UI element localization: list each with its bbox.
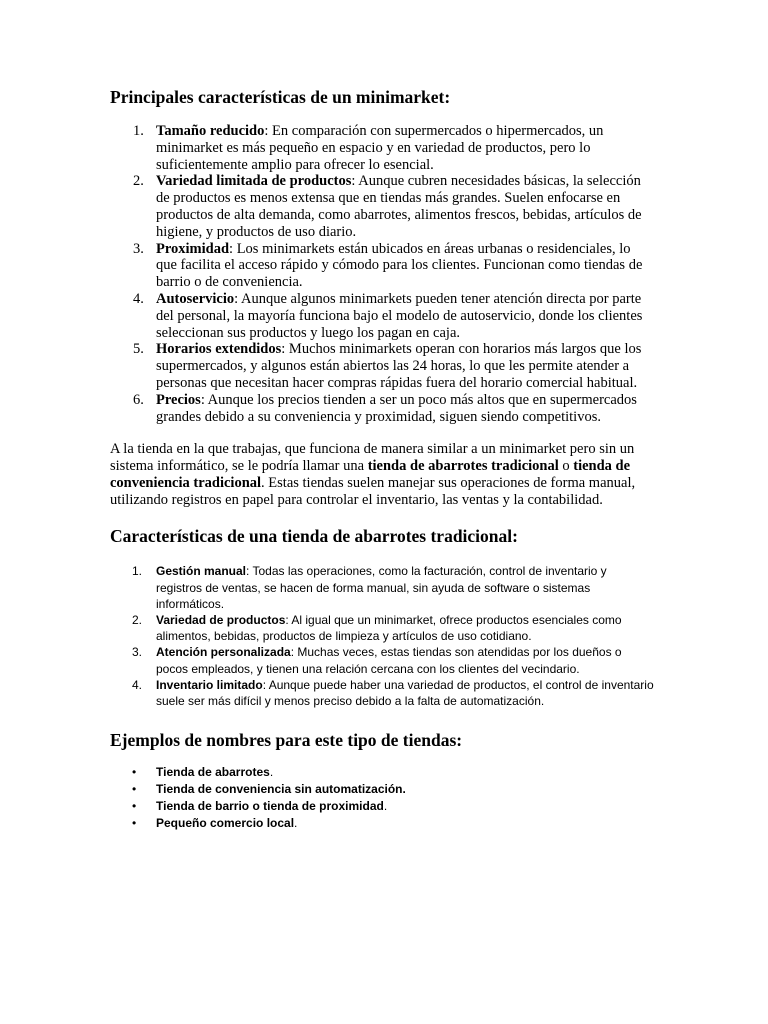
bullet-icon: •	[132, 799, 137, 814]
minimarket-characteristics-list	[110, 123, 655, 425]
list-item: 1. Tamaño reducido: En comparación con supermercados o hipermercados, un minimarket es más pequeño en espacio y en variedad de productos, pero lo suficientemente amplio para ofrecer lo esencial.	[133, 123, 604, 173]
bullet-icon: •	[132, 765, 137, 780]
section3-heading: Ejemplos de nombres para este tipo de tiendas:	[110, 730, 463, 751]
store-description-paragraph: A la tienda en la que trabajas, que funciona de manera similar a un minimarket pero sin un sistema informático, se le podría llamar una tienda de abarrotes tradicional o tienda de conveniencia tradicional. Estas tiendas suelen manejar sus operaciones de forma manual, utilizando registros en papel para controlar el inventario, las ventas y la contabilidad.	[110, 441, 636, 509]
list-item: 5. Horarios extendidos: Muchos minimarkets operan con horarios más largos que los supermercados, y algunos están abiertos las 24 horas, lo que les permite atender a personas que necesitan hacer compras rápidas fuera del horario comercial habitual.	[133, 341, 642, 391]
list-item: • Tienda de barrio o tienda de proximidad.	[132, 799, 388, 814]
section1-heading: Principales características de un minimarket:	[110, 87, 451, 107]
bullet-icon: •	[132, 782, 137, 797]
list-item: • Pequeño comercio local.	[132, 816, 298, 831]
list-item: 1. Gestión manual: Todas las operaciones, como la facturación, control de inventario y registros de ventas, se hacen de forma manual, sin ayuda de software o sistemas informáticos.	[132, 564, 607, 611]
store-name-examples-list	[110, 764, 655, 832]
bullet-icon: •	[132, 816, 137, 831]
section2-heading: Características de una tienda de abarrotes tradicional:	[110, 526, 518, 547]
traditional-store-characteristics-list	[110, 563, 655, 709]
list-item: 2. Variedad limitada de productos: Aunque cubren necesidades básicas, la selección de productos es menos extensa que en tiendas más grandes. Suelen enfocarse en productos de alta demanda, como abarrotes, alimentos frescos, bebidas, artículos de higiene, y productos de uso diario.	[133, 173, 642, 240]
list-item: 6. Precios: Aunque los precios tienden a ser un poco más altos que en supermercados grandes debido a su conveniencia y proximidad, siguen siendo competitivos.	[133, 391, 637, 425]
list-item: 4. Inventario limitado: Aunque puede haber una variedad de productos, el control de inventario suele ser más difícil y menos preciso debido a la falta de automatización.	[132, 677, 654, 708]
list-item: • Tienda de abarrotes.	[132, 765, 274, 780]
list-item: • Tienda de conveniencia sin automatización.	[132, 782, 406, 797]
list-item: 4. Autoservicio: Aunque algunos minimarkets pueden tener atención directa por parte del personal, la mayoría funciona bajo el modelo de autoservicio, donde los clientes seleccionan sus productos y luego los pagan en caja.	[133, 290, 643, 341]
list-item: 2. Variedad de productos: Al igual que un minimarket, ofrece productos esenciales como alimentos, bebidas, productos de limpieza y artículos de uso cotidiano.	[132, 612, 622, 644]
list-item: 3. Proximidad: Los minimarkets están ubicados en áreas urbanas o residenciales, lo que facilita el acceso rápido y cómodo para los clientes. Funcionan como tiendas de barrio o de conveniencia.	[133, 240, 643, 291]
document-page	[110, 86, 655, 832]
list-item: 3. Atención personalizada: Muchas veces, estas tiendas son atendidas por los dueños o pocos empleados, y tienen una relación cercana con los clientes del vecindario.	[132, 645, 622, 676]
